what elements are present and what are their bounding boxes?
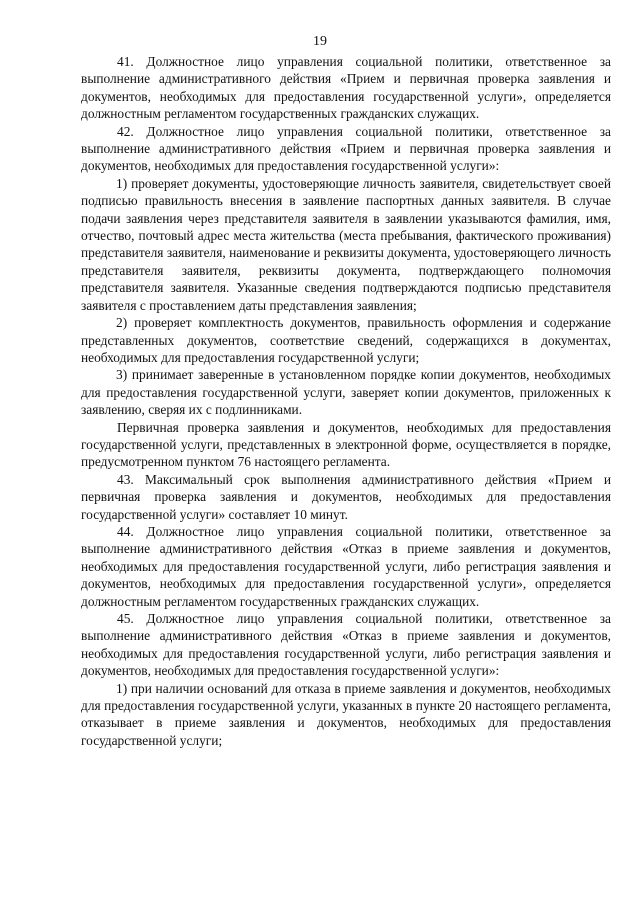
paragraph-45-item-1: 1) при наличии оснований для отказа в приеме заявления и документов, необходимых для предоставления государственной услуги, указанных в пункте 20 настоящего регламента, отказывает в приеме заявления и документов, необходимых для предоставления государственной услуги; (81, 680, 611, 748)
paragraph-42: 42. Должностное лицо управления социальной политики, ответственное за выполнение административного действия «Прием и первичная проверка заявления и документов, необходимых для предоставления государственной услуги»: (81, 123, 611, 174)
paragraph-41: 41. Должностное лицо управления социальной политики, ответственное за выполнение административного действия «Прием и первичная проверка заявления и документов, необходимых для предоставления государственной услуги», определяется должностным регламентом государственных гражданских служащих. (81, 54, 611, 122)
document-body (81, 53, 611, 749)
paragraph-42-item-1: 1) проверяет документы, удостоверяющие личность заявителя, свидетельствует своей подписью правильность внесения в заявление паспортных данных заявителя. В случае подачи заявления через представителя заявителя в заявлении указываются фамилия, имя, отчество, почтовый адрес места жительства (места пребывания, фактического проживания) представителя заявителя, наименование и реквизиты документа, удостоверяющего личность представителя заявителя, реквизиты документа, подтверждающего полномочия представителя заявителя. Указанные сведения подтверждаются подписью представителя заявителя с проставлением даты представления заявления; (81, 175, 611, 313)
paragraph-45: 45. Должностное лицо управления социальной политики, ответственное за выполнение административного действия «Отказ в приеме заявления и документов, необходимых для предоставления государственной услуги, либо регистрация заявления и документов, необходимых для предоставления государственной услуги»: (81, 611, 611, 679)
page-number: 19 (313, 34, 327, 49)
paragraph-44: 44. Должностное лицо управления социальной политики, ответственное за выполнение административного действия «Отказ в приеме заявления и документов, необходимых для предоставления государственной услуги, либо регистрация заявления и документов, необходимых для предоставления государственной услуги», определяется должностным регламентом государственных гражданских служащих. (81, 523, 611, 609)
paragraph-42-item-2: 2) проверяет комплектность документов, правильность оформления и содержание представленных документов, соответствие сведений, содержащихся в документах, необходимых для предоставления государственной услуги; (81, 315, 611, 365)
paragraph-43: 43. Максимальный срок выполнения административного действия «Прием и первичная проверка заявления и документов, необходимых для предоставления государственной услуги» составляет 10 минут. (81, 471, 611, 522)
paragraph-42-item-3: 3) принимает заверенные в установленном порядке копии документов, необходимых для предоставления государственной услуги, заверяет копии документов, приложенных к заявлению, сверяя их с подлинниками. (81, 367, 611, 418)
paragraph-electronic-check: Первичная проверка заявления и документов, необходимых для предоставления государственной услуги, представленных в электронной форме, осуществляется в порядке, предусмотренном пунктом 76 настоящего регламента. (81, 419, 611, 470)
